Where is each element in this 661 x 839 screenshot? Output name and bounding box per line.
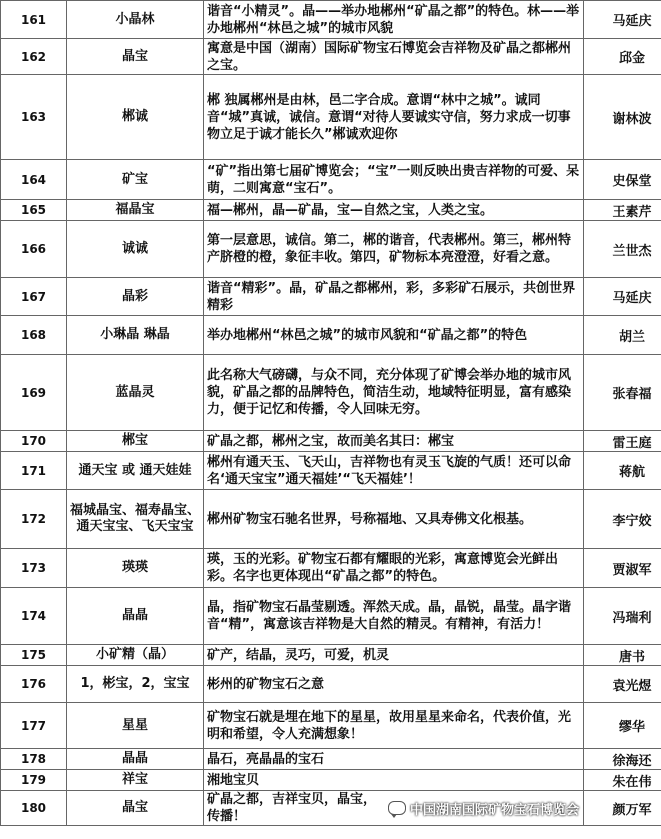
- row-number: 176: [1, 666, 67, 703]
- entry-author: 缪华: [584, 703, 661, 749]
- entry-author: 袁光煜: [584, 666, 661, 703]
- entry-author: 王素芹: [584, 200, 661, 221]
- row-number: 175: [1, 645, 67, 666]
- entry-name: 小矿精（晶）: [67, 645, 204, 666]
- row-number: 180: [1, 791, 67, 826]
- row-number: 173: [1, 549, 67, 588]
- entry-name: 晶宝: [67, 791, 204, 826]
- table-row: [1, 749, 661, 770]
- row-number: 162: [1, 39, 67, 75]
- entry-description: 郴州有通天玉、飞天山，吉祥物也有灵玉飞旋的气质！还可以命名‘通天宝宝”通天福娃’“飞天福娃’！: [204, 452, 584, 490]
- table-row: [1, 316, 661, 355]
- entry-author: 朱在伟: [584, 770, 661, 791]
- entry-author: 雷王庭: [584, 431, 661, 452]
- table-row: [1, 703, 661, 749]
- entry-name: 诚诚: [67, 221, 204, 278]
- table-row: [1, 452, 661, 490]
- table-row: [1, 200, 661, 221]
- entry-description: 矿产，结晶，灵巧，可爱，机灵: [204, 645, 584, 666]
- table-row: [1, 431, 661, 452]
- table-row: [1, 75, 661, 160]
- entry-description: 福—郴州，晶—矿晶，宝—自然之宝，人类之宝。: [204, 200, 584, 221]
- table-row: [1, 490, 661, 549]
- watermark-text: 中国湖南国际矿物宝石博览会: [410, 802, 580, 818]
- entry-author: 蒋航: [584, 452, 661, 490]
- entry-description: 矿晶之都，郴州之宝，故而美名其曰：郴宝: [204, 431, 584, 452]
- entry-description: 晶，指矿物宝石晶莹剔透。浑然天成。晶，晶锐，晶莹。晶字谐音“精”，寓意该吉祥物是大自然的精灵。有精神，有活力！: [204, 588, 584, 645]
- entry-name: 晶晶: [67, 749, 204, 770]
- row-number: 174: [1, 588, 67, 645]
- row-number: 163: [1, 75, 67, 160]
- entry-author: 李宁姣: [584, 490, 661, 549]
- row-number: 169: [1, 355, 67, 431]
- row-number: 165: [1, 200, 67, 221]
- row-number: 164: [1, 160, 67, 200]
- entry-description: 彬州的矿物宝石之意: [204, 666, 584, 703]
- row-number: 171: [1, 452, 67, 490]
- entry-name: 通天宝 或 通天娃娃: [67, 452, 204, 490]
- entry-description: 此名称大气磅礴，与众不同，充分体现了矿博会举办地的城市风貌，矿晶之都的品牌特色，简洁生动，地域特征明显，富有感染力，便于记忆和传播，令人回味无穷。: [204, 355, 584, 431]
- entry-description: 举办地郴州“林邑之城”的城市风貌和“矿晶之都”的特色: [204, 316, 584, 355]
- entry-author: 胡兰: [584, 316, 661, 355]
- entry-description: 谐音“小精灵”。晶——举办地郴州“矿晶之都”的特色。林——举办地郴州“林邑之城”的城市风貌: [204, 1, 584, 39]
- entry-name: 福晶宝: [67, 200, 204, 221]
- entry-author: 马延庆: [584, 1, 661, 39]
- entry-description: 郴州矿物宝石驰名世界，号称福地、又具寿佛文化根基。: [204, 490, 584, 549]
- row-number: 177: [1, 703, 67, 749]
- entry-author: 马延庆: [584, 278, 661, 316]
- entry-name: 郴宝: [67, 431, 204, 452]
- row-number: 168: [1, 316, 67, 355]
- entry-author: 颜万军: [584, 791, 661, 826]
- entry-author: 贾淑军: [584, 549, 661, 588]
- entry-author: 唐书: [584, 645, 661, 666]
- table-row: [1, 549, 661, 588]
- entry-author: 邱金: [584, 39, 661, 75]
- table-row: [1, 355, 661, 431]
- entry-name: 矿宝: [67, 160, 204, 200]
- entry-description: 第一层意思，诚信。第二，郴的谐音，代表郴州。第三，郴州特产脐橙的橙，象征丰收。第四，矿物标本亮澄澄，好看之意。: [204, 221, 584, 278]
- row-number: 167: [1, 278, 67, 316]
- table-row: [1, 588, 661, 645]
- entry-author: 谢林波: [584, 75, 661, 160]
- row-number: 166: [1, 221, 67, 278]
- entry-name: 1，彬宝，2，宝宝: [67, 666, 204, 703]
- entry-author: 史保堂: [584, 160, 661, 200]
- table-row: [1, 278, 661, 316]
- entry-description: 谐音“精彩”。晶，矿晶之都郴州，彩，多彩矿石展示，共创世界精彩: [204, 278, 584, 316]
- entry-name: 晶宝: [67, 39, 204, 75]
- table-row: [1, 645, 661, 666]
- entry-name: 瑛瑛: [67, 549, 204, 588]
- entry-description: “矿”指出第七届矿博览会；“宝”一则反映出贵吉祥物的可爱、呆萌，二则寓意“宝石”。: [204, 160, 584, 200]
- row-number: 172: [1, 490, 67, 549]
- table-row: [1, 666, 661, 703]
- row-number: 178: [1, 749, 67, 770]
- entry-description: 湘地宝贝: [204, 770, 584, 791]
- wechat-icon: [388, 801, 406, 815]
- entry-description-line: 矿晶之都，吉祥宝贝，晶宝，: [207, 792, 377, 807]
- table-row: [1, 39, 661, 75]
- entry-name: 小晶林: [67, 1, 204, 39]
- entry-description: 寓意是中国（湖南）国际矿物宝石博览会吉祥物及矿晶之都郴州之宝。: [204, 39, 584, 75]
- entry-name: 小琳晶 琳晶: [67, 316, 204, 355]
- entry-description: 郴 独属郴州是由林，邑二字合成。意谓“林中之城”。诚同音“城”真诚，诚信。意谓“对待人要诚实守信，努力求成一切事物立足于诚才能长久”郴诚欢迎你: [204, 75, 584, 160]
- row-number: 161: [1, 1, 67, 39]
- entry-author: 张春福: [584, 355, 661, 431]
- entry-author: 冯瑞利: [584, 588, 661, 645]
- entry-description-line: 传播！: [207, 809, 247, 824]
- entry-name: 福城晶宝、福寿晶宝、通天宝宝、飞天宝宝: [67, 490, 204, 549]
- entry-author: 兰世杰: [584, 221, 661, 278]
- entry-name: 郴诚: [67, 75, 204, 160]
- watermark: [388, 797, 658, 819]
- entry-name: 祥宝: [67, 770, 204, 791]
- entry-description: 瑛，玉的光彩。矿物宝石都有耀眼的光彩，寓意博览会光鲜出彩。名字也更体现出“矿晶之都”的特色。: [204, 549, 584, 588]
- entry-author: 徐海还: [584, 749, 661, 770]
- table-row: [1, 221, 661, 278]
- entry-name: 蓝晶灵: [67, 355, 204, 431]
- entry-name: 晶晶: [67, 588, 204, 645]
- entry-name: 晶彩: [67, 278, 204, 316]
- table-row: [1, 1, 661, 39]
- entry-description: 矿物宝石就是埋在地下的星星，故用星星来命名，代表价值，光明和希望，令人充满想象！: [204, 703, 584, 749]
- entry-name: 星星: [67, 703, 204, 749]
- row-number: 170: [1, 431, 67, 452]
- table-row: [1, 160, 661, 200]
- table-row: [1, 770, 661, 791]
- row-number: 179: [1, 770, 67, 791]
- entry-description: 晶石，亮晶晶的宝石: [204, 749, 584, 770]
